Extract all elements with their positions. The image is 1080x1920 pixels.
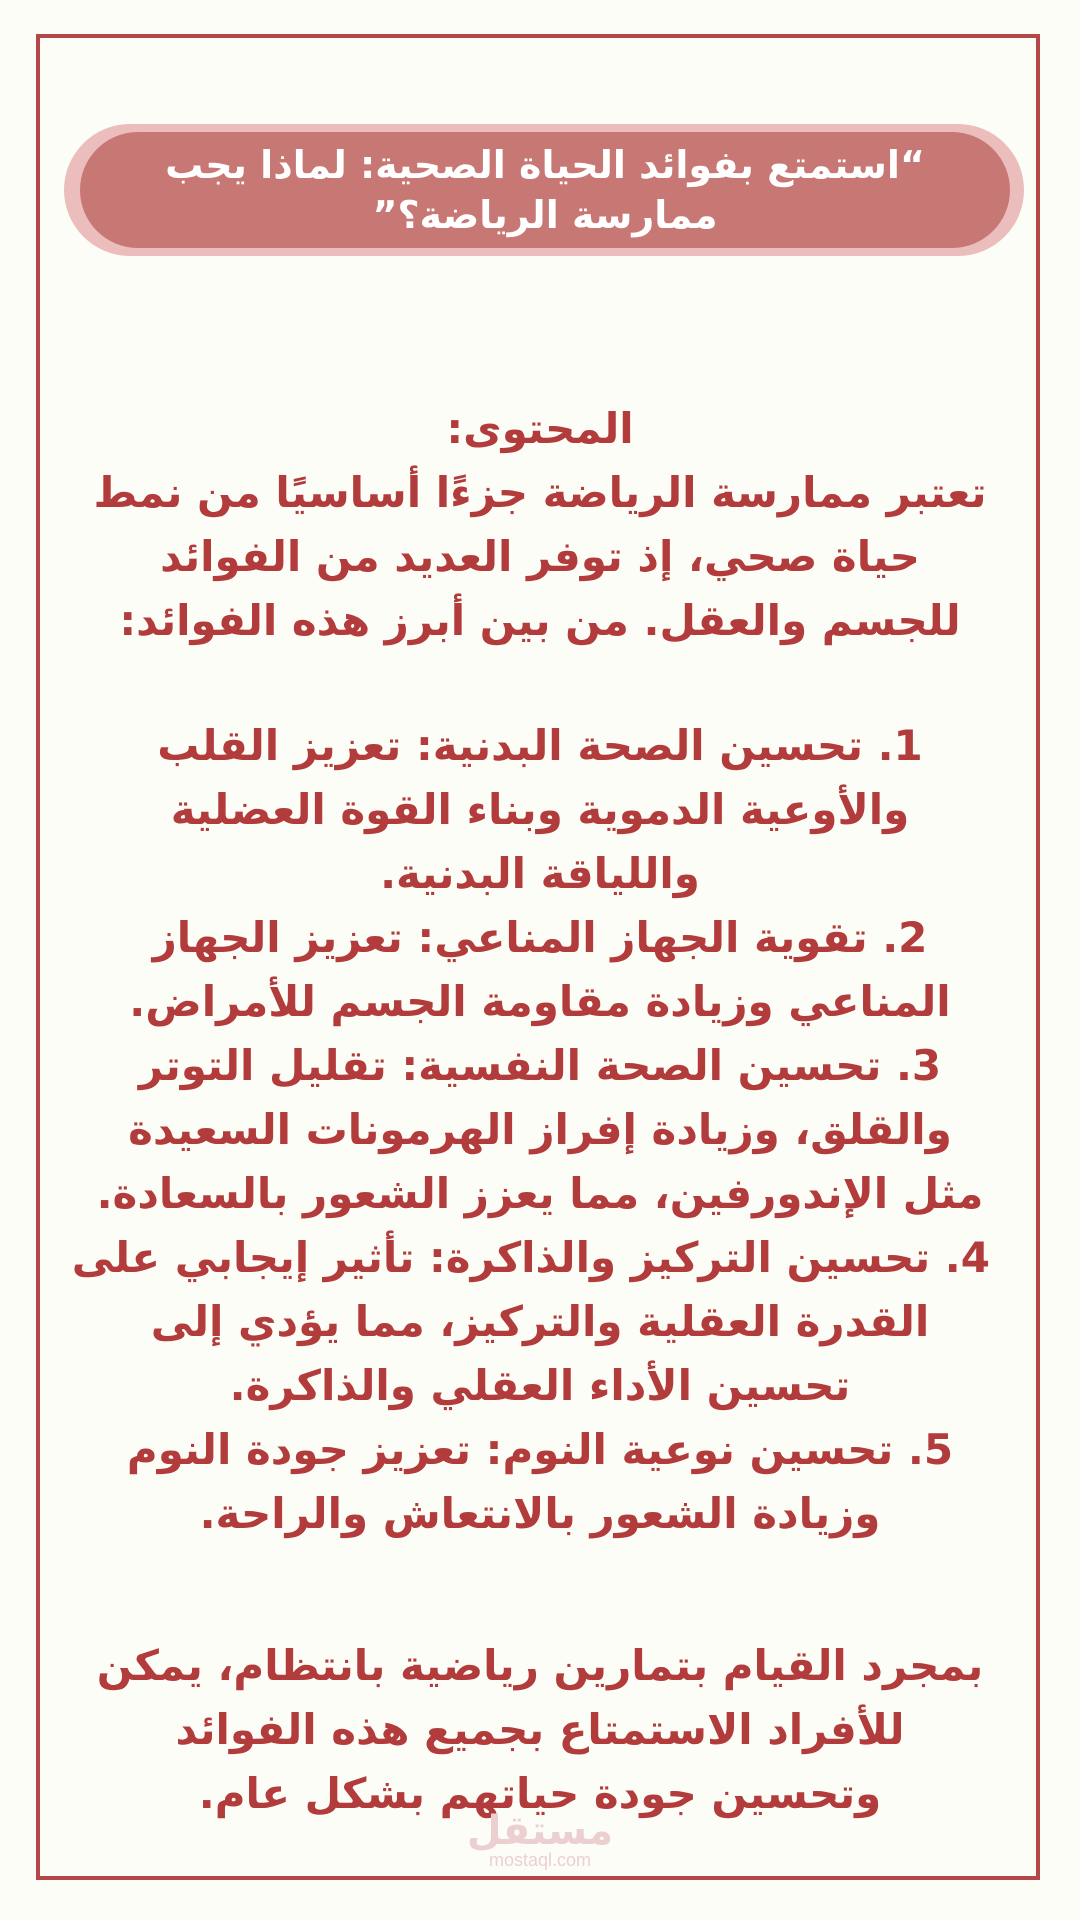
watermark-url: mostaql.com	[488, 1850, 592, 1870]
section-heading: المحتوى:	[446, 404, 634, 453]
benefit-line: تحسين الأداء العقلي والذاكرة.	[229, 1361, 851, 1410]
benefit-line: 2. تقوية الجهاز المناعي: تعزيز الجهاز	[152, 913, 928, 962]
benefit-line: والقلق، وزيادة إفراز الهرمونات السعيدة	[128, 1105, 952, 1154]
benefit-line: وزيادة الشعور بالانتعاش والراحة.	[199, 1489, 881, 1538]
intro-line: للجسم والعقل. من بين أبرز هذه الفوائد:	[119, 596, 961, 645]
benefit-item-4	[71, 1226, 990, 1418]
benefit-line: 3. تحسين الصحة النفسية: تقليل التوتر	[138, 1041, 942, 1090]
benefit-line: القدرة العقلية والتركيز، مما يؤدي إلى	[150, 1297, 930, 1346]
benefit-line: المناعي وزيادة مقاومة الجسم للأمراض.	[129, 977, 951, 1026]
watermark-logo-text: مستقل	[466, 1808, 614, 1854]
intro-section	[90, 397, 990, 653]
benefit-line: 1. تحسين الصحة البدنية: تعزيز القلب	[157, 721, 923, 770]
benefit-line: 4. تحسين التركيز والذاكرة: تأثير إيجابي على	[71, 1233, 990, 1282]
closing-line: بمجرد القيام بتمارين رياضية بانتظام، يمكن	[96, 1641, 984, 1690]
intro-line: حياة صحي، إذ توفر العديد من الفوائد	[160, 532, 920, 581]
benefit-line: 5. تحسين نوعية النوم: تعزيز جودة النوم	[126, 1425, 954, 1474]
benefit-line: واللياقة البدنية.	[380, 849, 700, 898]
closing-line: للأفراد الاستمتاع بجميع هذه الفوائد	[175, 1705, 905, 1754]
benefit-line: مثل الإندورفين، مما يعزز الشعور بالسعادة.	[96, 1169, 984, 1218]
benefit-item-1	[90, 714, 990, 906]
benefit-line: والأوعية الدموية وبناء القوة العضلية	[170, 785, 910, 834]
closing-line: وتحسين جودة حياتهم بشكل عام.	[198, 1769, 882, 1818]
page-title: “استمتع بفوائد الحياة الصحية: لماذا يجب ممارسة الرياضة؟”	[165, 143, 925, 237]
closing-section	[90, 1634, 990, 1826]
benefit-item-3	[90, 1034, 990, 1226]
title-banner	[80, 132, 1010, 248]
mostaql-watermark	[440, 1808, 640, 1870]
intro-line: تعتبر ممارسة الرياضة جزءًا أساسيًا من نمط	[93, 468, 987, 517]
benefit-item-2	[90, 906, 990, 1034]
benefits-list	[71, 714, 990, 1546]
benefit-item-5	[90, 1418, 990, 1546]
